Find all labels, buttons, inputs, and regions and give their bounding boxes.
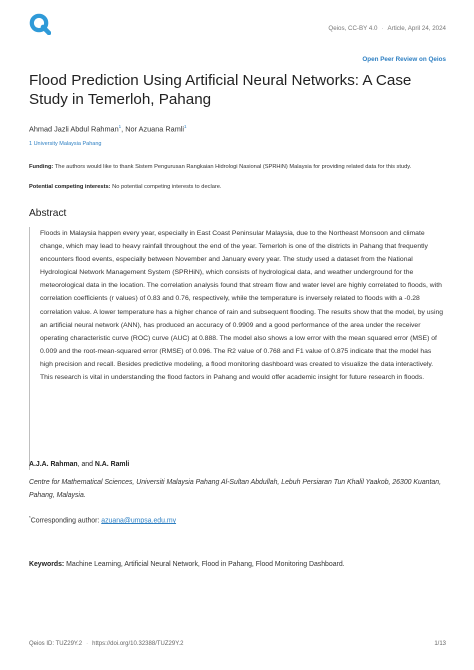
author-name[interactable]: Nor Azuana Ramli [125,124,185,134]
abstract-text: Floods in Malaysia happen every year, especially in East Coast Peninsular Malaysia, due to the Northeast Monsoon and climate change, which may lead to heavy rainfall throughout the end of the year. Temerloh is one of the districts in Pahang that frequently encounters flood events, especially between November and January every year. The study used a dataset from the National Hydrological Network Management System (SPRHiN), which consists of hydrological data, and weather underground for the meteorological data in the location. The correlation analysis found that stream flow and water level are highly correlated to floods, with correlation coefficients (r values) of 0.83 and 0.76, respectively, while the temperature is inversely related to floods with a -0.28 correlation value. A lower temperature has a higher chance of rain and subsequent flooding. The results show that the model, by using an artificial neural network (ANN), has produced an accuracy of 0.9909 and a good performance of the area under the receiver operating characteristic curve (ROC) curve (AUC) at 0.888. The model also shows a low error with the mean squared error (MSE) of 0.009 and the root-mean-squared error (RMSE) of 0.096. The R2 value of 0.768 and F1 value of 0.875 indicate that the model has high precision and recall. Besides predictive modeling, a flood monitoring dashboard was created to visualize the data interactively. This research is vital in understanding the flood factors in Pahang and would offer academic insight for future research in floods. [40,230,444,382]
competing-interests [29,184,222,190]
author-separator: , [121,124,126,134]
author-name: N.A. Ramli [94,461,130,468]
funding-text: The authors would like to thank Sistem Pengurusan Rangkaian Hidrologi Nasional (SPRHiN) Malaysia for providing related data for this study. [53,164,412,170]
corresponding-label: Corresponding author: [30,517,102,525]
page-footer [29,641,446,647]
full-affiliation: Centre for Mathematical Sciences, Universiti Malaysia Pahang Al-Sultan Abdullah, Lebuh Persiaran Tun Khalil Yaakob, 26300 Kuantan, Pahang, Malaysia. [29,479,442,499]
funding-label: Funding: [29,164,54,170]
header-meta [328,25,446,32]
author-name[interactable]: Ahmad Jazli Abdul Rahman [29,124,119,134]
corresponding-email-link[interactable]: azuana@umpsa.edu.my [101,517,177,525]
abstract-block [29,227,446,470]
keywords [29,561,345,568]
author-list [29,124,187,133]
funding-statement [29,163,439,172]
qeios-id: Qeios ID: TUZ29Y.2 [29,641,83,647]
abstract-heading: Abstract [29,208,67,219]
keywords-label: Keywords: [29,561,65,568]
affiliation-marker: 1 [118,124,122,129]
author-conjunction: , and [77,461,95,468]
license-text: Qeios, CC-BY 4.0 [328,25,378,32]
keywords-text: Machine Learning, Artificial Neural Network, Flood in Pahang, Flood Monitoring Dashboard. [64,561,345,568]
footer-separator: · [86,641,89,647]
article-title: Flood Prediction Using Artificial Neural Networks: A Case Study in Temerloh, Pahang [29,72,412,108]
research-authors [29,461,129,468]
open-peer-review-link[interactable]: Open Peer Review on Qeios [362,56,446,63]
affiliation-note: 1 University Malaysia Pahang [29,141,102,147]
qeios-logo-icon[interactable] [29,13,51,35]
page-number: 1/13 [434,641,446,647]
affiliation-marker: 1 [184,124,187,129]
competing-text: No potential competing interests to declare. [110,184,222,190]
competing-label: Potential competing interests: [29,184,111,190]
article-info: Article, April 24, 2024 [387,25,446,32]
author-name: A.J.A. Rahman [29,461,78,468]
corresponding-marker: * [29,515,31,520]
corresponding-author [29,515,176,524]
meta-separator: · [381,25,384,32]
doi-link[interactable]: https://doi.org/10.32388/TUZ29Y.2 [92,641,184,647]
